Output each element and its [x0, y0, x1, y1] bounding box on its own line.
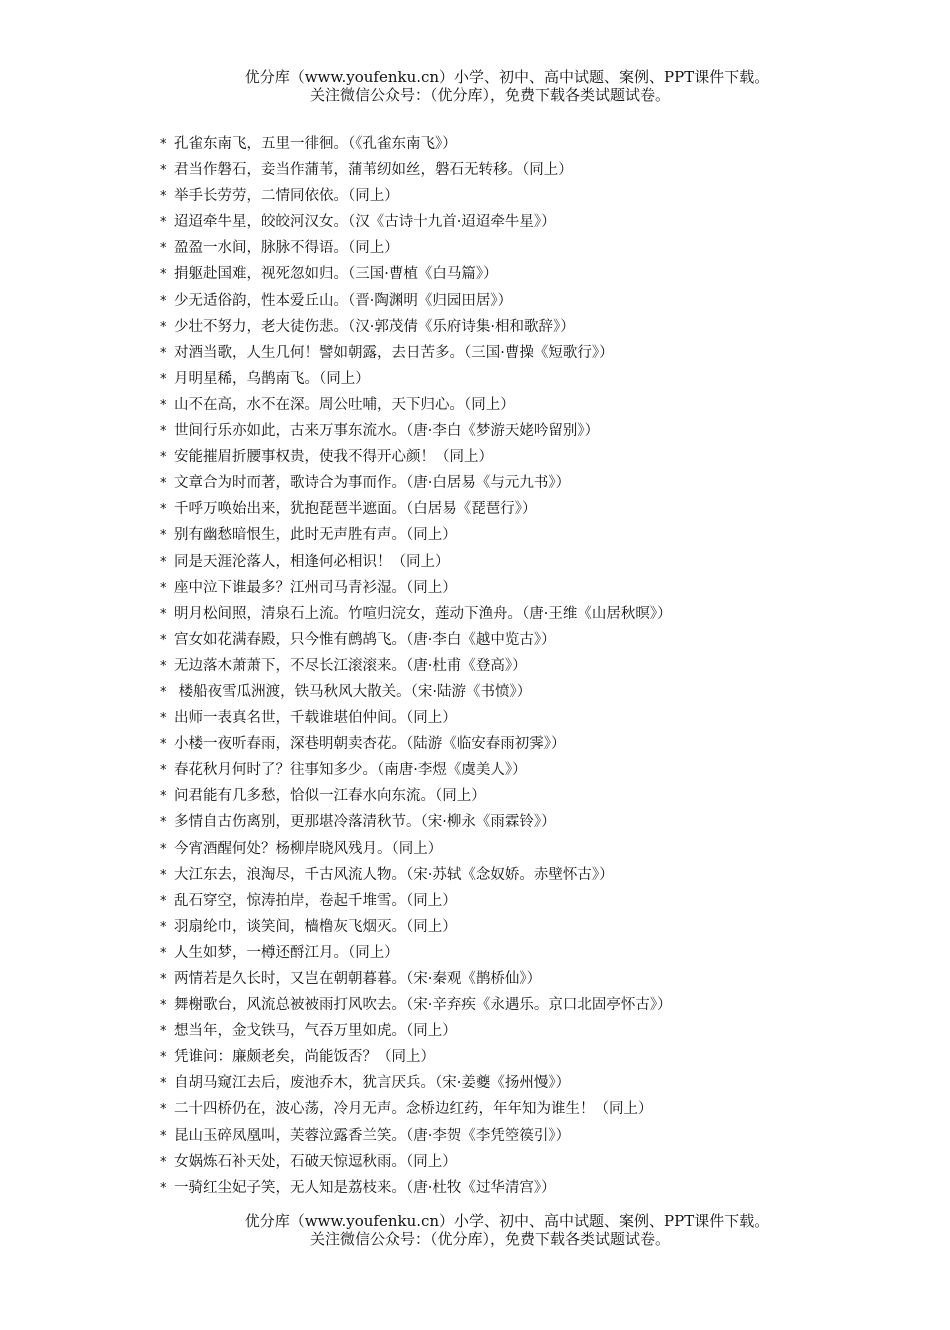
bullet-star-icon: *: [160, 998, 167, 1014]
bullet-star-icon: *: [160, 189, 167, 205]
quote-text: 出师一表真名世，千载谁堪伯仲间。（同上）: [174, 710, 457, 727]
quote-line: [160, 1018, 920, 1044]
bullet-star-icon: *: [160, 476, 167, 492]
quote-text: 孔雀东南飞，五里一徘徊。（《孔雀东南飞》）: [174, 136, 457, 152]
quote-line: [160, 392, 920, 418]
quote-line: [160, 914, 920, 940]
bullet-star-icon: *: [160, 215, 167, 231]
quote-line: [160, 705, 920, 731]
quote-text: 安能摧眉折腰事权贵，使我不得开心颜！（同上）: [174, 449, 493, 466]
quote-line: [160, 340, 920, 366]
quote-line: [160, 627, 920, 653]
quote-line: [160, 992, 920, 1018]
bullet-star-icon: *: [160, 972, 167, 987]
quote-text: 人生如梦，一樽还酹江月。（同上）: [174, 944, 399, 961]
quote-line: [160, 288, 920, 314]
footer-line-2: 关注微信公众号：（优分库），免费下载各类试题试卷。: [309, 1230, 670, 1248]
bullet-star-icon: *: [160, 658, 167, 674]
quote-line: [160, 1096, 920, 1122]
quote-text: 女娲炼石补天处，石破天惊逗秋雨。（同上）: [174, 1153, 457, 1170]
bullet-star-icon: *: [160, 606, 167, 622]
bullet-star-icon: *: [160, 919, 167, 935]
bullet-star-icon: *: [160, 1050, 167, 1066]
quote-text: 别有幽愁暗恨生，此时无声胜有声。（同上）: [174, 527, 457, 544]
quote-text: 君当作磐石，妾当作蒲苇，蒲苇纫如丝，磐石无转移。（同上）: [174, 162, 573, 179]
quote-text: 自胡马窥江去后，废池乔木，犹言厌兵。（宋·姜夔《扬州慢》）: [174, 1075, 571, 1092]
quote-line: [160, 418, 920, 444]
quote-line: [160, 575, 920, 601]
quote-text: 同是天涯沦落人，相逢何必相识！（同上）: [174, 553, 450, 570]
quote-line: [160, 1044, 920, 1070]
bullet-star-icon: *: [160, 580, 167, 596]
quote-text: 多情自古伤离别，更那堪冷落清秋节。（宋·柳永《雨霖铃》）: [174, 814, 556, 831]
quote-text: 少壮不努力，老大徒伤悲。（汉·郭茂倩《乐府诗集·相和歌辞》）: [174, 318, 575, 335]
bullet-star-icon: *: [160, 684, 167, 700]
bullet-star-icon: *: [160, 424, 167, 440]
quote-line: [160, 496, 920, 522]
quote-text: 一骑红尘妃子笑，无人知是荔枝来。（唐·杜牧《过华清宫》）: [174, 1179, 556, 1196]
quote-line: [160, 1175, 920, 1201]
quote-text: 举手长劳劳，二情同依依。（同上）: [174, 188, 399, 205]
bullet-star-icon: *: [160, 1102, 167, 1118]
quote-text: 二十四桥仍在，波心荡，冷月无声。念桥边红药，年年知为谁生！（同上）: [174, 1101, 653, 1118]
quote-text: 小楼一夜听春雨，深巷明朝卖杏花。（陆游《临安春雨初霁》）: [174, 736, 566, 753]
bullet-star-icon: *: [160, 241, 167, 257]
quote-text: 两情若是久长时，又岂在朝朝暮暮。（宋·秦观《鹊桥仙》）: [174, 971, 542, 987]
header-line-1: 优分库（www.youfenku.cn）小学、初中、高中试题、案例、PPT课件下载。: [244, 68, 770, 86]
quote-text: 楼船夜雪瓜洲渡，铁马秋风大散关。（宋·陆游《书愤》）: [174, 683, 532, 700]
bullet-star-icon: *: [160, 319, 167, 335]
quote-text: 大江东去，浪淘尽，千古风流人物。（宋·苏轼《念奴娇。赤壁怀古》）: [174, 866, 614, 883]
quote-line: [160, 549, 920, 575]
quote-line: [160, 809, 920, 835]
quote-text: 问君能有几多愁，恰似一江春水向东流。（同上）: [174, 788, 486, 805]
bullet-star-icon: *: [160, 450, 167, 466]
bullet-star-icon: *: [160, 1024, 167, 1040]
quote-text: 座中泣下谁最多？江州司马青衫湿。（同上）: [174, 579, 457, 596]
quote-line: [160, 862, 920, 888]
quote-line: [160, 966, 920, 992]
quote-line: [160, 653, 920, 679]
page-footer: [0, 1212, 950, 1248]
quote-text: 盈盈一水间，脉脉不得语。（同上）: [174, 240, 399, 257]
quote-line: [160, 1149, 920, 1175]
quote-line: [160, 731, 920, 757]
bullet-star-icon: *: [160, 1180, 167, 1196]
quote-text: 宫女如花满春殿，只今惟有鹧鸪飞。（唐·李白《越中览古》）: [174, 631, 556, 648]
bullet-star-icon: *: [160, 267, 167, 283]
bullet-star-icon: *: [160, 893, 167, 909]
quote-line: [160, 261, 920, 287]
quote-line: [160, 940, 920, 966]
bullet-star-icon: *: [160, 397, 167, 413]
page-header: [0, 68, 950, 104]
quote-text: 无边落木萧萧下，不尽长江滚滚来。（唐·杜甫《登高》）: [174, 657, 527, 674]
quote-text: 文章合为时而著，歌诗合为事而作。（唐·白居易《与元九书》）: [174, 475, 571, 492]
quote-line: [160, 183, 920, 209]
quote-line: [160, 366, 920, 392]
quote-line: [160, 131, 920, 157]
quote-text: 月明星稀，乌鹊南飞。（同上）: [174, 370, 370, 387]
bullet-star-icon: *: [160, 528, 167, 544]
bullet-star-icon: *: [160, 1128, 167, 1144]
bullet-star-icon: *: [160, 1076, 167, 1092]
quote-line: [160, 783, 920, 809]
quote-text: 今宵酒醒何处？杨柳岸晓风残月。（同上）: [174, 840, 443, 857]
quote-text: 捐躯赴国难，视死忽如归。（三国·曹植《白马篇》）: [174, 266, 498, 283]
quote-line: [160, 679, 920, 705]
bullet-star-icon: *: [160, 841, 167, 857]
bullet-star-icon: *: [160, 711, 167, 727]
quote-text: 春花秋月何时了？往事知多少。（南唐·李煜《虞美人》）: [174, 762, 527, 779]
bullet-star-icon: *: [160, 293, 167, 309]
bullet-star-icon: *: [160, 815, 167, 831]
bullet-star-icon: *: [160, 502, 167, 518]
header-line-2: 关注微信公众号：（优分库），免费下载各类试题试卷。: [309, 86, 670, 104]
bullet-star-icon: *: [160, 1154, 167, 1170]
quote-text: 千呼万唤始出来，犹抱琵琶半遮面。（白居易《琵琶行》）: [174, 501, 537, 518]
quote-line: [160, 157, 920, 183]
quote-text: 少无适俗韵，性本爱丘山。（晋·陶渊明《归园田居》）: [174, 292, 513, 309]
quote-line: [160, 601, 920, 627]
quote-text: 世间行乐亦如此，古来万事东流水。（唐·李白《梦游天姥吟留别》）: [174, 423, 600, 440]
quote-text: 对酒当歌，人生几何！譬如朝露，去日苦多。（三国·曹操《短歌行》）: [174, 344, 614, 361]
quote-text: 明月松间照，清泉石上流。竹喧归浣女，莲动下渔舟。（唐·王维《山居秋暝》）: [174, 605, 672, 622]
bullet-star-icon: *: [160, 137, 167, 152]
bullet-star-icon: *: [160, 737, 167, 753]
footer-line-1: 优分库（www.youfenku.cn）小学、初中、高中试题、案例、PPT课件下载。: [244, 1212, 770, 1230]
quote-line: [160, 1070, 920, 1096]
quote-text: 羽扇纶巾，谈笑间，樯橹灰飞烟灭。（同上）: [174, 918, 457, 935]
quote-list: [160, 131, 920, 1201]
quote-text: 山不在高，水不在深。周公吐哺，天下归心。（同上）: [174, 396, 515, 413]
quote-line: [160, 522, 920, 548]
quote-text: 迢迢牵牛星，皎皎河汉女。（汉《古诗十九首·迢迢牵牛星》）: [174, 214, 556, 231]
quote-line: [160, 314, 920, 340]
quote-text: 舞榭歌台，风流总被被雨打风吹去。（宋·辛弃疾《永遇乐。京口北固亭怀古》）: [174, 997, 672, 1014]
quote-line: [160, 470, 920, 496]
bullet-star-icon: *: [160, 945, 167, 961]
quote-text: 凭谁问：廉颇老矣，尚能饭否？（同上）: [174, 1049, 435, 1066]
quote-text: 乱石穿空，惊涛拍岸，卷起千堆雪。（同上）: [174, 892, 457, 909]
bullet-star-icon: *: [160, 632, 167, 648]
quote-line: [160, 209, 920, 235]
bullet-star-icon: *: [160, 867, 167, 883]
quote-line: [160, 836, 920, 862]
bullet-star-icon: *: [160, 345, 167, 361]
bullet-star-icon: *: [160, 554, 167, 570]
quote-line: [160, 235, 920, 261]
bullet-star-icon: *: [160, 789, 167, 805]
bullet-star-icon: *: [160, 163, 167, 179]
quote-line: [160, 888, 920, 914]
quote-line: [160, 1123, 920, 1149]
bullet-star-icon: *: [160, 763, 167, 779]
quote-line: [160, 757, 920, 783]
quote-text: 想当年，金戈铁马，气吞万里如虎。（同上）: [174, 1023, 457, 1040]
quote-line: [160, 444, 920, 470]
quote-text: 昆山玉碎凤凰叫，芙蓉泣露香兰笑。（唐·李贺《李凭箜篌引》）: [174, 1127, 571, 1144]
bullet-star-icon: *: [160, 371, 167, 387]
